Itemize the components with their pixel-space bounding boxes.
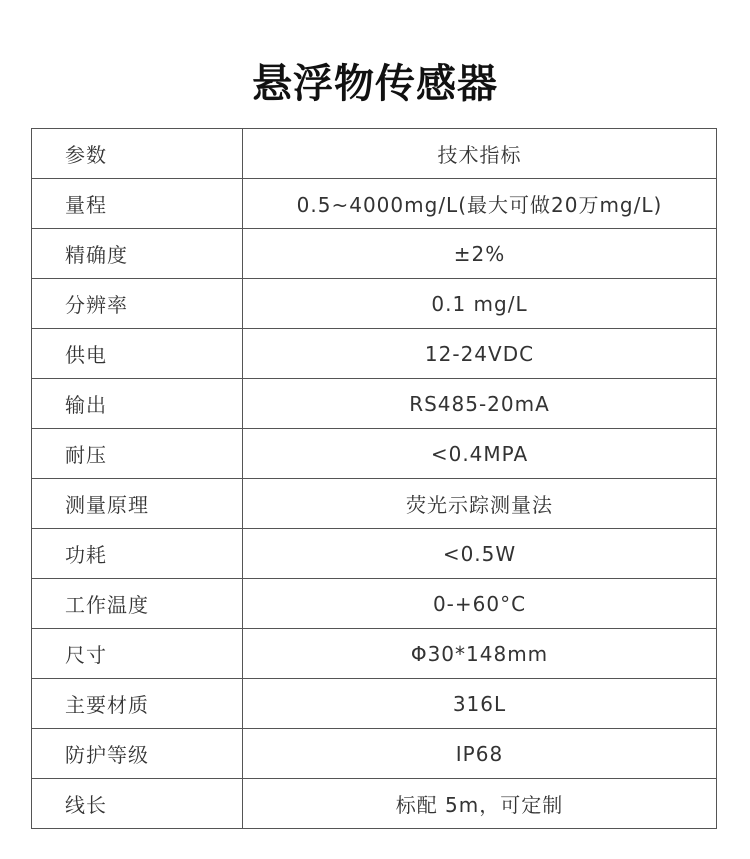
value-cell: 0.1 mg/L	[243, 279, 717, 329]
table-row	[32, 329, 717, 379]
table-row	[32, 579, 717, 629]
param-cell: 量程	[32, 179, 243, 229]
table-row	[32, 379, 717, 429]
table-row	[32, 629, 717, 679]
table-row	[32, 729, 717, 779]
table-row	[32, 679, 717, 729]
value-cell: IP68	[243, 729, 717, 779]
table-row	[32, 179, 717, 229]
table-row	[32, 229, 717, 279]
value-header: 技术指标	[243, 129, 717, 179]
spec-table	[31, 128, 717, 829]
value-cell: <0.4MPA	[243, 429, 717, 479]
table-row	[32, 529, 717, 579]
table-row	[32, 779, 717, 829]
param-cell: 供电	[32, 329, 243, 379]
value-cell: ±2%	[243, 229, 717, 279]
param-cell: 主要材质	[32, 679, 243, 729]
param-cell: 防护等级	[32, 729, 243, 779]
value-cell: RS485-20mA	[243, 379, 717, 429]
param-cell: 尺寸	[32, 629, 243, 679]
table-row	[32, 429, 717, 479]
param-cell: 测量原理	[32, 479, 243, 529]
param-cell: 工作温度	[32, 579, 243, 629]
value-cell: 316L	[243, 679, 717, 729]
param-cell: 分辨率	[32, 279, 243, 329]
table-row	[32, 279, 717, 329]
param-cell: 功耗	[32, 529, 243, 579]
param-cell: 耐压	[32, 429, 243, 479]
value-cell: Φ30*148mm	[243, 629, 717, 679]
value-cell: 标配 5m，可定制	[243, 779, 717, 829]
param-cell: 输出	[32, 379, 243, 429]
table-header-row	[32, 129, 717, 179]
value-cell: 0.5~4000mg/L(最大可做20万mg/L)	[243, 179, 717, 229]
value-cell: 12-24VDC	[243, 329, 717, 379]
value-cell: 荧光示踪测量法	[243, 479, 717, 529]
table-row	[32, 479, 717, 529]
param-cell: 精确度	[32, 229, 243, 279]
page-title: 悬浮物传感器	[252, 61, 498, 107]
value-cell: 0-+60°C	[243, 579, 717, 629]
param-header: 参数	[32, 129, 243, 179]
value-cell: <0.5W	[243, 529, 717, 579]
param-cell: 线长	[32, 779, 243, 829]
